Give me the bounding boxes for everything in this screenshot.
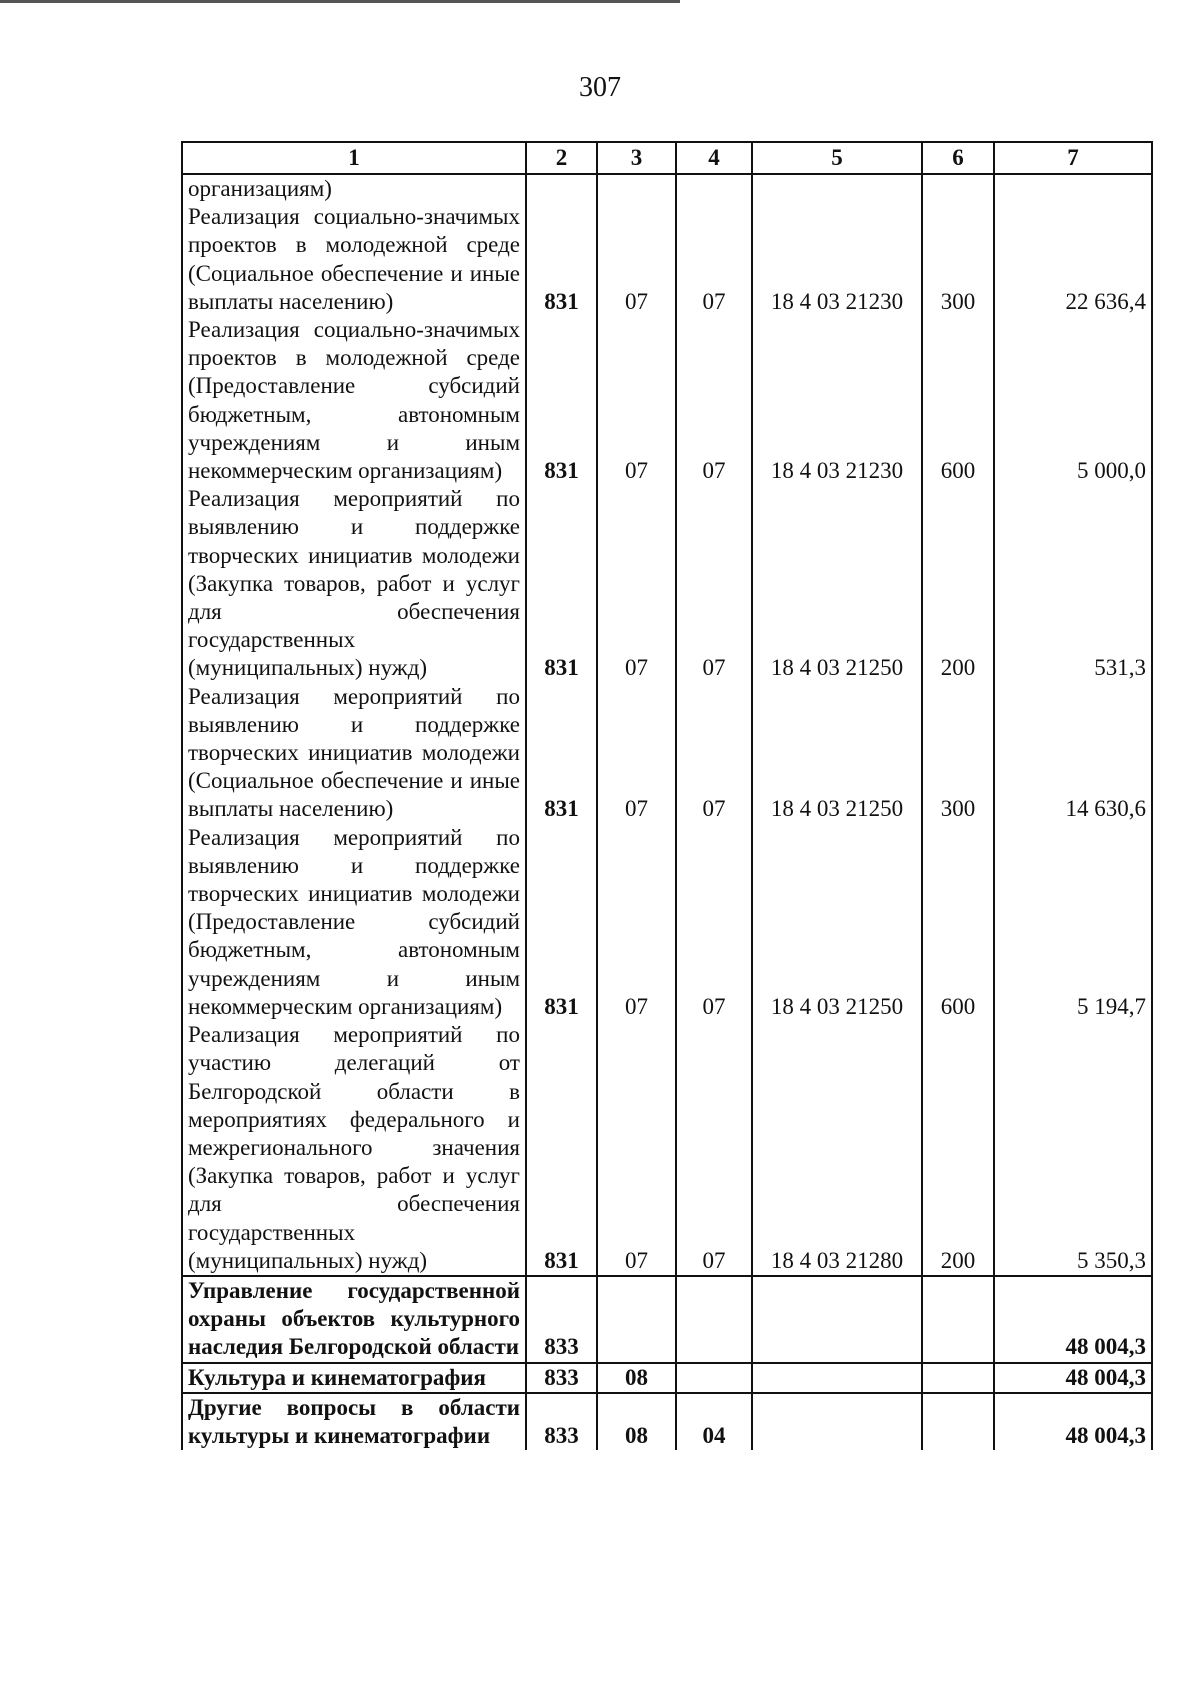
row-name: Культура и кинематография: [182, 1363, 526, 1393]
header-col-2: 2: [526, 142, 597, 174]
subsection-code: 07: [676, 683, 752, 824]
row-name: Реализация социально-значимых проектов в молодежной среде (Социальное обеспечение и иные выплаты населению): [182, 203, 526, 316]
table-row: [182, 1276, 1152, 1363]
target-article-code: 18 4 03 21230: [752, 316, 922, 485]
section-code: 07: [597, 824, 676, 1021]
row-name: Другие вопросы в области культуры и кинематографии: [182, 1393, 526, 1450]
ministry-code: 831: [526, 203, 597, 316]
expense-type-code: 600: [922, 824, 994, 1021]
row-name: Реализация мероприятий по участию делегаций от Белгородской области в мероприятиях федерального и межрегионального значения (Закупка товаров, работ и услуг для обеспечения государственных (муниципальных) нужд): [182, 1021, 526, 1276]
section-code: 07: [597, 316, 676, 485]
section-code: [597, 174, 676, 203]
expense-type-code: 200: [922, 485, 994, 682]
table-row: [182, 203, 1152, 316]
amount: 531,3: [994, 485, 1152, 682]
row-name: Управление государственной охраны объектов культурного наследия Белгородской области: [182, 1276, 526, 1363]
target-article-code: 18 4 03 21250: [752, 824, 922, 1021]
subsection-code: 07: [676, 203, 752, 316]
table-row: [182, 1393, 1152, 1450]
amount: 5 194,7: [994, 824, 1152, 1021]
section-code: 07: [597, 1021, 676, 1276]
ministry-code: 833: [526, 1276, 597, 1363]
section-code: [597, 1276, 676, 1363]
subsection-code: 07: [676, 485, 752, 682]
row-name: организациям): [182, 174, 526, 203]
amount: 48 004,3: [994, 1363, 1152, 1393]
target-article-code: 18 4 03 21250: [752, 485, 922, 682]
subsection-code: 07: [676, 824, 752, 1021]
ministry-code: 831: [526, 1021, 597, 1276]
ministry-code: 833: [526, 1393, 597, 1450]
target-article-code: 18 4 03 21280: [752, 1021, 922, 1276]
expense-type-code: [922, 1363, 994, 1393]
table-row: [182, 683, 1152, 824]
target-article-code: 18 4 03 21230: [752, 203, 922, 316]
subsection-code: [676, 1363, 752, 1393]
amount: 48 004,3: [994, 1393, 1152, 1450]
table-row: [182, 174, 1152, 203]
amount: 5 350,3: [994, 1021, 1152, 1276]
header-col-1: 1: [182, 142, 526, 174]
subsection-code: [676, 174, 752, 203]
subsection-code: 07: [676, 316, 752, 485]
header-col-3: 3: [597, 142, 676, 174]
expense-type-code: 200: [922, 1021, 994, 1276]
ministry-code: 831: [526, 824, 597, 1021]
table-row: [182, 316, 1152, 485]
target-article-code: [752, 1363, 922, 1393]
table-row: [182, 1363, 1152, 1393]
expense-type-code: [922, 174, 994, 203]
section-code: 08: [597, 1363, 676, 1393]
header-row: [182, 142, 1152, 174]
target-article-code: [752, 174, 922, 203]
amount: 5 000,0: [994, 316, 1152, 485]
subsection-code: 07: [676, 1021, 752, 1276]
section-code: 07: [597, 683, 676, 824]
amount: 22 636,4: [994, 203, 1152, 316]
header-col-5: 5: [752, 142, 922, 174]
target-article-code: 18 4 03 21250: [752, 683, 922, 824]
header-col-4: 4: [676, 142, 752, 174]
subsection-code: [676, 1276, 752, 1363]
section-code: 08: [597, 1393, 676, 1450]
table-row: [182, 485, 1152, 682]
amount: 48 004,3: [994, 1276, 1152, 1363]
table-row: [182, 824, 1152, 1021]
ministry-code: 831: [526, 683, 597, 824]
expense-type-code: 600: [922, 316, 994, 485]
row-name: Реализация мероприятий по выявлению и поддержке творческих инициатив молодежи (Предоставление субсидий бюджетным, автономным учреждениям и иным некоммерческим организациям): [182, 824, 526, 1021]
header-col-6: 6: [922, 142, 994, 174]
header-col-7: 7: [994, 142, 1152, 174]
amount: 14 630,6: [994, 683, 1152, 824]
expense-type-code: [922, 1276, 994, 1363]
row-name: Реализация социально-значимых проектов в молодежной среде (Предоставление субсидий бюджетным, автономным учреждениям и иным некоммерческим организациям): [182, 316, 526, 485]
section-code: 07: [597, 203, 676, 316]
expense-type-code: 300: [922, 203, 994, 316]
ministry-code: 831: [526, 485, 597, 682]
budget-table: [181, 141, 1153, 1450]
target-article-code: [752, 1276, 922, 1363]
subsection-code: 04: [676, 1393, 752, 1450]
ministry-code: [526, 174, 597, 203]
target-article-code: [752, 1393, 922, 1450]
expense-type-code: 300: [922, 683, 994, 824]
ministry-code: 833: [526, 1363, 597, 1393]
ministry-code: 831: [526, 316, 597, 485]
section-code: 07: [597, 485, 676, 682]
row-name: Реализация мероприятий по выявлению и поддержке творческих инициатив молодежи (Закупка товаров, работ и услуг для обеспечения государственных (муниципальных) нужд): [182, 485, 526, 682]
expense-type-code: [922, 1393, 994, 1450]
amount: [994, 174, 1152, 203]
table-row: [182, 1021, 1152, 1276]
page-number: 307: [579, 72, 621, 103]
row-name: Реализация мероприятий по выявлению и поддержке творческих инициатив молодежи (Социальное обеспечение и иные выплаты населению): [182, 683, 526, 824]
top-rule: [0, 0, 680, 3]
